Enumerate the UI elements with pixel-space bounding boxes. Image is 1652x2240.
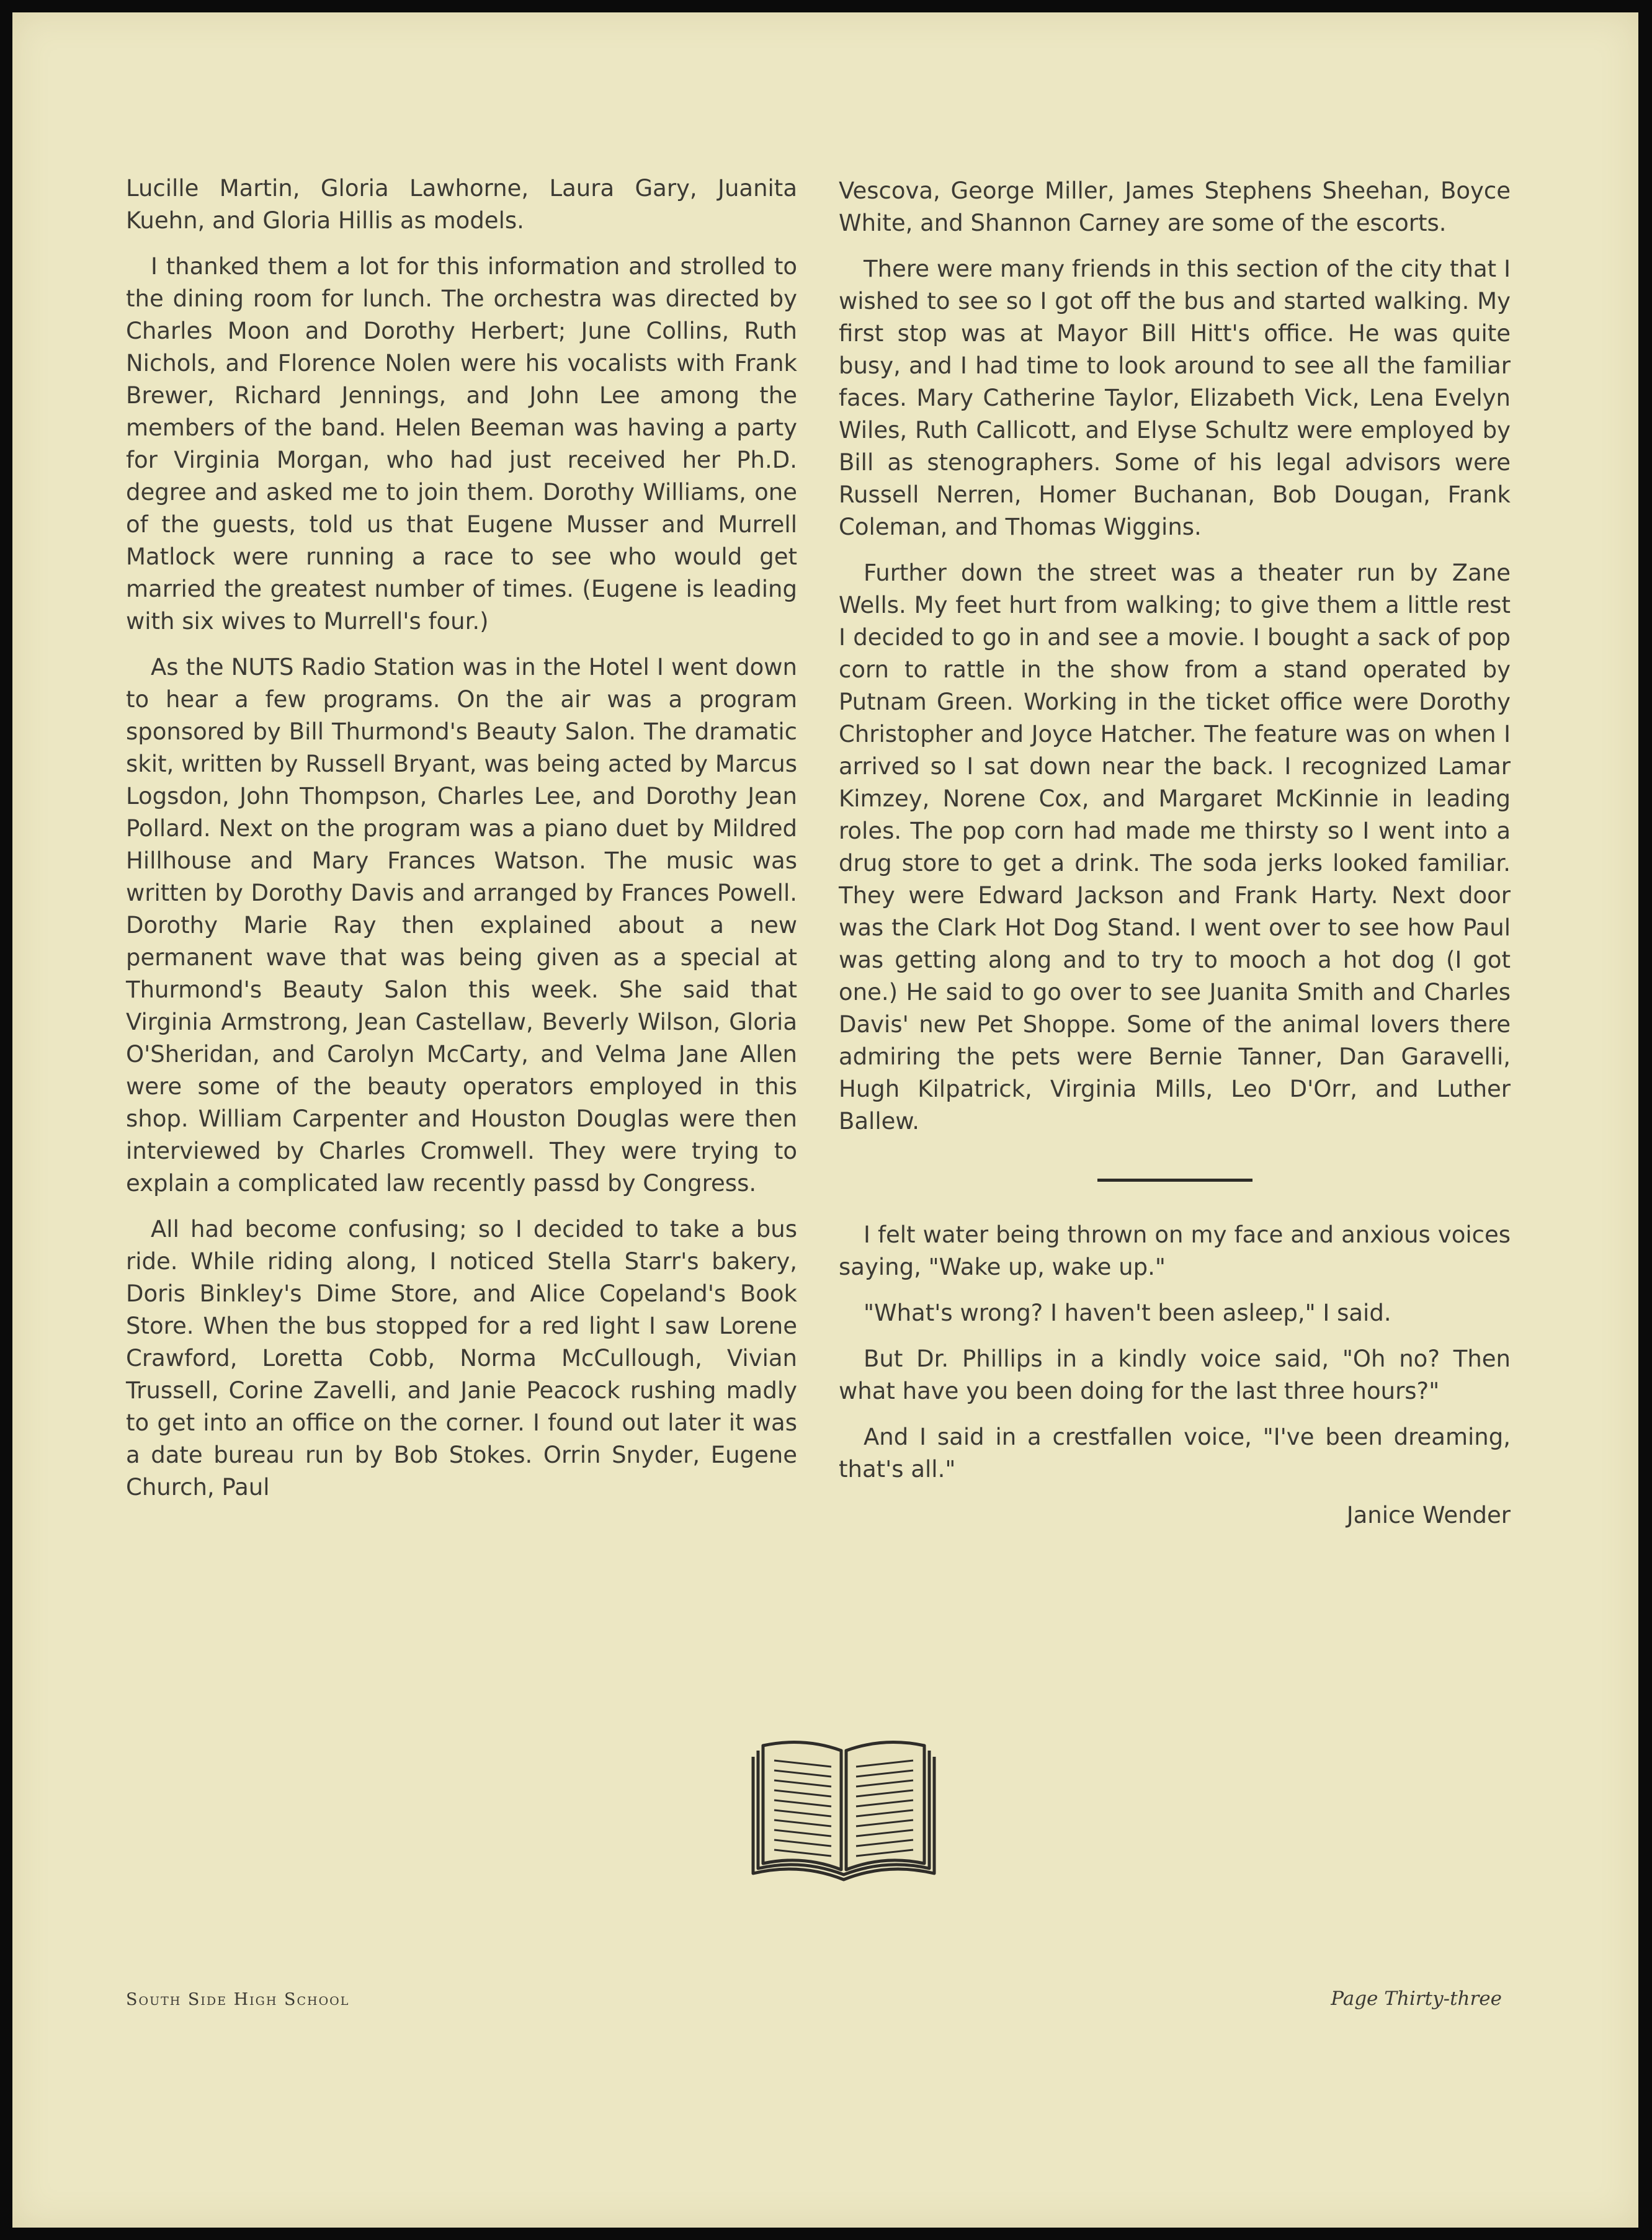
paragraph: "What's wrong? I haven't been asleep," I said. — [864, 1300, 1391, 1326]
section-divider — [1097, 1179, 1252, 1182]
paragraph: And I said in a crestfallen voice, "I've been dreaming, that's all." — [839, 1424, 1511, 1483]
paragraph: Further down the street was a theater run by Zane Wells. My feet hurt from walking; to give them a little rest I decided to go in and see a movie. I bought a sack of pop corn to rattle in the show from a stand operated by Putnam Green. Working in the ticket office were Dorothy Christopher and Joyce Hatcher. The feature was on when I arrived so I sat down near the back. I recognized Lamar Kimzey, Norene Cox, and Margaret McKinnie in leading roles. The pop corn had made me thirsty so I went into a drug store to get a drink. The soda jerks looked familiar. They were Edward Jackson and Frank Harty. Next door was the Clark Hot Dog Stand. I went over to see how Paul was getting along and to try to mooch a hot dog (I got one.) He said to go over to see Juanita Smith and Charles Davis' new Pet Shoppe. Some of the animal lovers there admiring the pets were Bernie Tanner, Dan Garavelli, Hugh Kilpatrick, Virginia Mills, Leo D'Orr, and Luther Ballew. — [839, 560, 1511, 1135]
open-book-icon — [744, 1732, 943, 1887]
page — [12, 12, 1638, 2228]
footer-school-name: South Side High School — [126, 1990, 350, 2009]
author-signature: Janice Wender — [1346, 1502, 1511, 1528]
paragraph: Vescova, George Miller, James Stephens Sheehan, Boyce White, and Shannon Carney are some of the escorts. — [839, 177, 1511, 236]
paragraph: Lucille Martin, Gloria Lawhorne, Laura Gary, Juanita Kuehn, and Gloria Hillis as models. — [126, 175, 797, 234]
paragraph: All had become confusing; so I decided to take a bus ride. While riding along, I noticed Stella Starr's bakery, Doris Binkley's Dime Store, and Alice Copeland's Book Store. When the bus stopped for a red light I saw Lorene Crawford, Loretta Cobb, Norma McCullough, Vivian Trussell, Corine Zavelli, and Janie Peacock rushing madly to get into an office on the corner. I found out later it was a date bureau run by Bob Stokes. Orrin Snyder, Eugene Church, Paul — [126, 1216, 797, 1501]
paragraph: But Dr. Phillips in a kindly voice said, "Oh no? Then what have you been doing for the last three hours?" — [839, 1345, 1511, 1404]
footer-page-number: Page Thirty-three — [1331, 1988, 1502, 2010]
paragraph: There were many friends in this section of the city that I wished to see so I got off the bus and started walking. My first stop was at Mayor Bill Hitt's office. He was quite busy, and I had time to look around to see all the familiar faces. Mary Catherine Taylor, Elizabeth Vick, Lena Evelyn Wiles, Ruth Callicott, and Elyse Schultz were employed by Bill as stenographers. Some of his legal advisors were Russell Nerren, Homer Buchanan, Bob Dougan, Frank Coleman, and Thomas Wiggins. — [839, 256, 1511, 540]
paragraph: As the NUTS Radio Station was in the Hotel I went down to hear a few programs. On the air was a program sponsored by Bill Thurmond's Beauty Salon. The dramatic skit, written by Russell Bryant, was being acted by Marcus Logsdon, John Thompson, Charles Lee, and Dorothy Jean Pollard. Next on the program was a piano duet by Mildred Hillhouse and Mary Frances Watson. The music was written by Dorothy Davis and arranged by Frances Powell. Dorothy Marie Ray then explained about a new permanent wave that was being given as a special at Thurmond's Beauty Salon this week. She said that Virginia Armstrong, Jean Castellaw, Beverly Wilson, Gloria O'Sheridan, and Carolyn McCarty, and Velma Jane Allen were some of the beauty operators employed in this shop. William Carpenter and Houston Douglas were then interviewed by Charles Cromwell. They were trying to explain a complicated law recently passd by Congress. — [126, 654, 797, 1197]
right-column — [839, 175, 1511, 1545]
paragraph: I thanked them a lot for this information and strolled to the dining room for lunch. The orchestra was directed by Charles Moon and Dorothy Herbert; June Collins, Ruth Nichols, and Florence Nolen were his vocalists with Frank Brewer, Richard Jennings, and John Lee among the members of the band. Helen Beeman was having a party for Virginia Morgan, who had just received her Ph.D. degree and asked me to join them. Dorothy Williams, one of the guests, told us that Eugene Musser and Murrell Matlock were running a race to see who would get married the greatest number of times. (Eugene is leading with six wives to Murrell's four.) — [126, 253, 797, 635]
paragraph: I felt water being thrown on my face and anxious voices saying, "Wake up, wake up." — [839, 1221, 1511, 1280]
left-column — [126, 172, 797, 1517]
